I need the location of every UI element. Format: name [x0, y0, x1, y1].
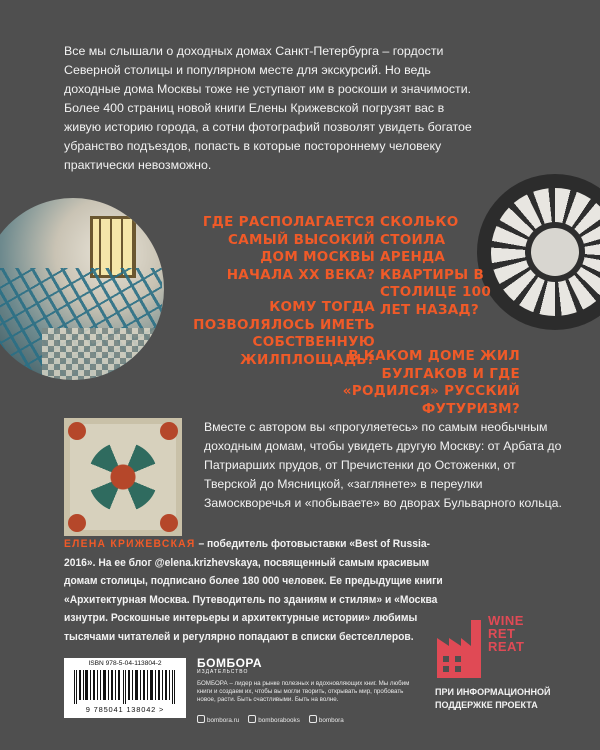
tiled-floor [42, 328, 164, 380]
factory-icon [435, 618, 483, 680]
barcode-box [64, 658, 186, 718]
question-bulgakov: В КАКОМ ДОМЕ ЖИЛ БУЛГАКОВ И ГДЕ «РОДИЛСЯ» РУССКИЙ ФУТУРИЗМ? [342, 348, 520, 417]
intro-paragraph: Все мы слышали о доходных домах Санкт-Петербурга – гордости Северной столицы и популярном месте для экскурсий. Но ведь доходные дома Москвы тоже не уступают им в роскоши и значимости. Более 400 страниц новой книги Елены Крижевской погрузят вас в живую историю города, а сотни фотографий позволят увидеть богатое убранство подъездов, попасть в которые постороннему человеку практически невозможно. [64, 44, 472, 172]
social-website[interactable]: bombora.ru [197, 715, 239, 724]
barcode-number: 9 785041 138042 > [85, 705, 165, 714]
isbn-label: ISBN 978-5-04-113804-2 [88, 660, 162, 667]
instagram-icon [309, 715, 317, 723]
tile-corner [68, 514, 86, 532]
question-tallest-house: ГДЕ РАСПОЛАГАЕТСЯ САМЫЙ ВЫСОКИЙ ДОМ МОСКВЫ НАЧАЛА XX ВЕКА? [202, 214, 375, 283]
partner-support-text: ПРИ ИНФОРМАЦИОННОЙ ПОДДЕРЖКЕ ПРОЕКТА [435, 687, 551, 710]
vk-icon [248, 715, 256, 723]
author-bio [64, 535, 450, 647]
globe-icon [197, 715, 205, 723]
publisher-sub: ИЗДАТЕЛЬСТВО [197, 669, 249, 675]
publisher-description: БОМБОРА – лидер на рынке полезных и вдохновляющих книг. Мы любим книги и создаем их, чтобы вы могли творить, открывать мир, пробовать новое, расти. Быть счастливыми. Быть на волне. [197, 680, 410, 704]
rosette-core [531, 228, 579, 276]
walk-paragraph: Вместе с автором вы «прогуляетесь» по самым необычным доходным домам, чтобы увидеть другую Москву: от Арбата до Патриарших прудов, от Пречистенки до Остоженки, от Тверской до Мясницкой, «заглянете» в переулки Замоскворечья и «побываете» во дворах Бульварного кольца. [204, 420, 562, 510]
author-name: ЕЛЕНА КРИЖЕВСКАЯ [64, 538, 196, 550]
question-rent-price: СКОЛЬКО СТОИЛА АРЕНДА КВАРТИРЫ В СТОЛИЦЕ 100 ЛЕТ НАЗАД? [380, 214, 492, 318]
staircase-photo [0, 198, 164, 380]
partner-logo: WINE RET REAT [488, 613, 525, 654]
question-own-housing: КОМУ ТОГДА ПОЗВОЛЯЛОСЬ ИМЕТЬ СОБСТВЕННУЮ ЖИЛПЛОЩАДЬ? [193, 299, 375, 368]
social-instagram[interactable]: bombora [309, 715, 344, 724]
tile-photo [64, 418, 182, 536]
tile-star-ornament [88, 442, 158, 512]
tile-corner [160, 422, 178, 440]
publisher-brand: БОМБОРА [197, 656, 263, 670]
social-vk[interactable]: bomborabooks [248, 715, 300, 724]
tile-corner [68, 422, 86, 440]
publisher-socials [197, 715, 344, 724]
tile-corner [160, 514, 178, 532]
barcode-bars [72, 670, 178, 704]
author-bio-text: – победитель фотовыставки «Best of Russia-2016». На ее блог @elena.krizhevskaya, посвященный самым красивым домам столицы, подписано более 180 000 человек. Ее предыдущие книги «Архитектурная Москва. Путеводитель по зданиям и стилям» и «Москва изнутри. Роскошные интерьеры и архитектурные истории» любимы тысячами читателей и регулярно попадают в списки бестселлеров. [64, 538, 443, 643]
publisher-logo [197, 656, 262, 675]
